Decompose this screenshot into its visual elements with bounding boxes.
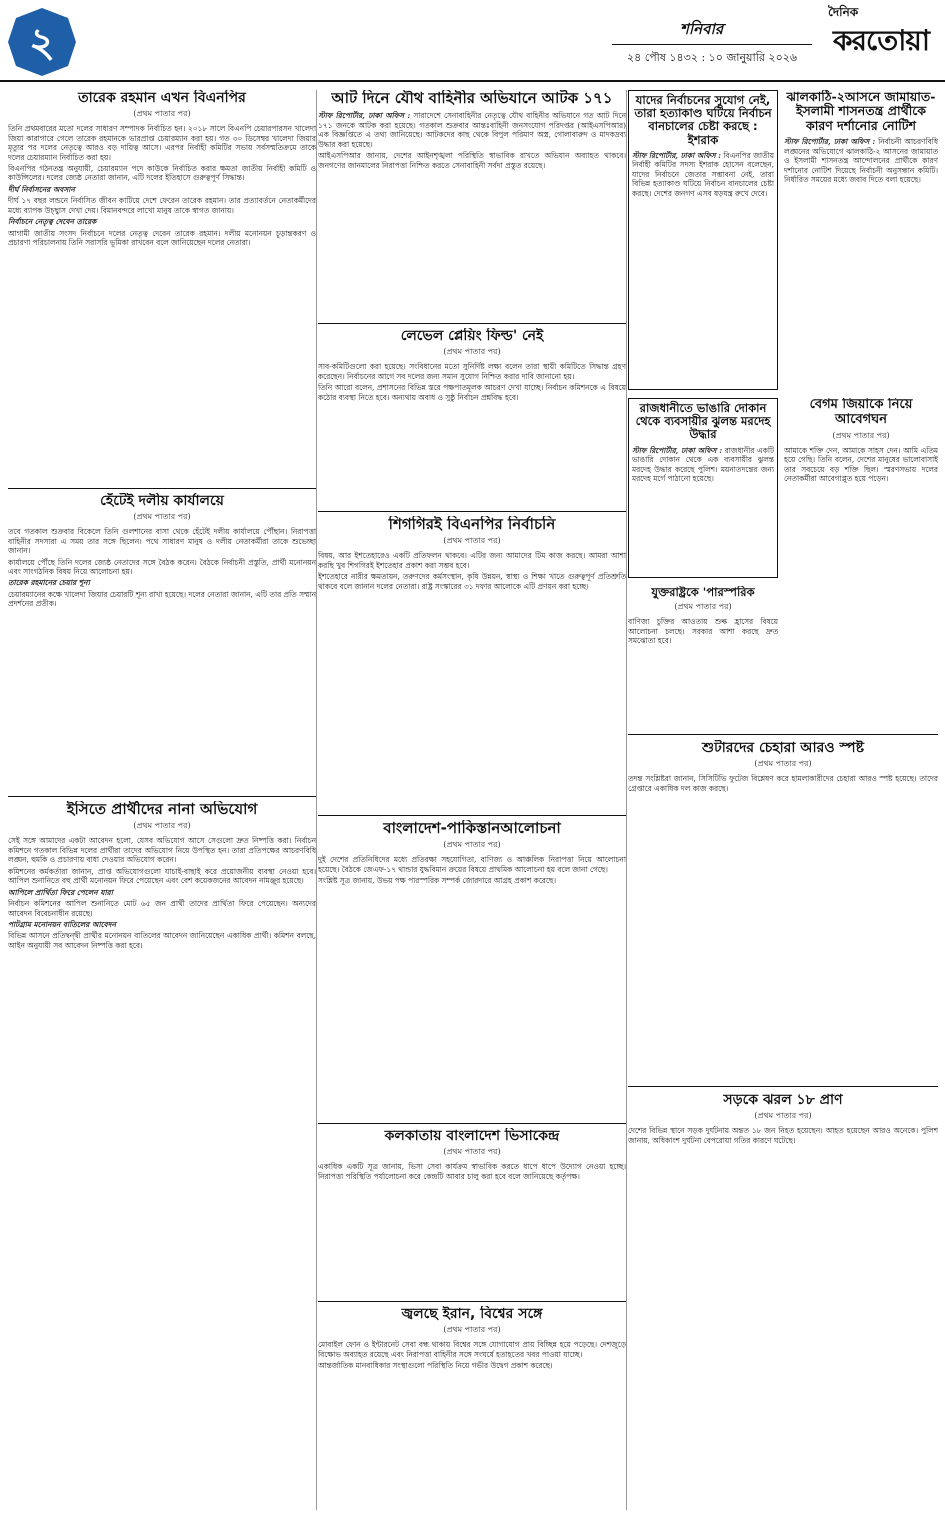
paragraph: আমাকে শক্তি দেন, আমাকে সাহস দেন। আমি এতিম হয়ে গেছি। তিনি বলেন, দেশের মানুষের ভালোবাসাই তার সবচেয়ে বড় শক্তি ছিল। স্মরণসভায় দলের নেতাকর্মীরা আবেগাপ্লুত হয়ে পড়েন। [784,445,938,484]
continued-label: (প্রথম পাতার পর) [443,840,501,850]
paragraph: বিএনপির জাতীয় নির্বাহী কমিটির সদস্য ইশরাক হোসেন বলেছেন, যাদের নির্বাচনে জেতার সম্ভাবনা নেই, তারা বিভিন্ন হত্যাকাণ্ড ঘটিয়ে নির্বাচন বানচালের চেষ্টা করছে। দেশের জনগণ এসব ষড়যন্ত্র রুখে দেবে। [632,150,774,198]
paragraph: সারাদেশে সেনাবাহিনীর নেতৃত্বে যৌথ বাহিনীর অভিযানে গত আট দিনে ১৭১ জনকে আটক করা হয়েছে। গতকাল শুক্রবার আন্তঃবাহিনী জনসংযোগ পরিদপ্তর (আইএসপিআর) এক বিজ্ঞপ্তিতে এ তথ্য জানিয়েছে। আটকদের কাছ থেকে বিপুল পরিমাণ অস্ত্র, গোলাবারুদ ও মাদকদ্রব্য উদ্ধার করা হয়েছে। [318,111,626,149]
story-body [784,137,938,186]
story-body [318,362,626,404]
divider [628,1086,938,1087]
story-begum-zia [784,398,938,728]
byline: স্টাফ রিপোর্টার, ঢাকা অফিস : [632,445,723,455]
paragraph: দেশের বিভিন্ন স্থানে সড়ক দুর্ঘটনায় অন্তত ১৮ জন নিহত হয়েছেন। আহত হয়েছেন আরও অনেকে। পুলিশ জানায়, অধিকাংশ দুর্ঘটনা বেপরোয়া গতির কারণে ঘটেছে। [628,1126,938,1145]
paragraph: আইএসপিআর জানায়, দেশের আইনশৃঙ্খলা পরিস্থিতি স্বাভাবিক রাখতে অভিযান অব্যাহত থাকবে। জনগণের জানমালের নিরাপত্তা নিশ্চিত করতে সেনাবাহিনী সর্বদা প্রস্তুত রয়েছে। [318,151,626,170]
paragraph: মোবাইল ফোন ও ইন্টারনেট সেবা বন্ধ থাকায় বিশ্বের সঙ্গে যোগাযোগ প্রায় বিচ্ছিন্ন হয়ে পড়েছে। দেশজুড়ে বিক্ষোভ অব্যাহত রয়েছে এবং নিরাপত্তা বাহিনীর সঙ্গে সংঘর্ষে হতাহতের খবর পাওয়া যাচ্ছে। [318,1340,626,1359]
divider [318,1123,626,1124]
continued-label: (প্রথম পাতার পর) [443,347,501,357]
continued-label: (প্রথম পাতার পর) [674,602,732,612]
story-headline: যাদের নির্বাচনের সুযোগ নেই, তারা হত্যাকাণ্ড ঘটিয়ে নির্বাচন বানচালের চেষ্টা করছে : ইশরাক [634,93,772,147]
paragraph: তদন্ত সংশ্লিষ্টরা জানান, সিসিটিভি ফুটেজ বিশ্লেষণ করে হামলাকারীদের চেহারা আরও স্পষ্ট হয়েছে। তাদের গ্রেপ্তারে একাধিক দল কাজ করছে। [628,774,938,793]
column-divider [316,90,317,1510]
byline: স্টাফ রিপোর্টার, ঢাকা অফিস : [632,150,721,160]
paragraph: আগামী জাতীয় সংসদ নির্বাচনে দলের নেতৃত্ব দেবেন তারেক রহমান। দলীয় মনোনয়ন চূড়ান্তকরণ ও প্রচারণা পরিচালনায় তিনি সরাসরি ভূমিকা রাখবেন বলে জানিয়েছেন দলের নেতারা। [8,228,316,248]
story-body [318,855,626,887]
divider [318,1301,626,1302]
story-headline: শিগগিরই বিএনপির নির্বাচনি [388,516,556,533]
story-headline: বেগম জিয়াকে নিয়ে আবেগঘন [809,398,913,427]
page-header [0,0,945,82]
story-tarek-chairman [8,90,316,485]
paragraph: বিষয়, আর ইশতেহারেও একটি প্রতিফলন থাকবে। এটির জন্য আমাদের টিম কাজ করছে। আমরা আশা করছি খুব শিগগিরই ইশতেহার প্রকাশ করা সম্ভব হবে। [318,551,626,570]
column-1 [8,90,316,1510]
story-ec-complaints [8,801,316,1501]
page-number: ২ [28,20,56,66]
continued-label: (প্রথম পাতার পর) [754,759,812,769]
continued-label: (প্রথম পাতার পর) [133,821,191,831]
paragraph: কমিশনের কর্মকর্তারা জানান, প্রাপ্ত অভিযোগগুলো যাচাই-বাছাই করে প্রয়োজনীয় ব্যবস্থা নেওয়া হবে। আপিল শুনানিতে বহু প্রার্থী মনোনয়ন ফিরে পেয়েছেন এবং বেশ কয়েকজনের আবেদন নামঞ্জুর হয়েছে। [8,866,316,886]
paragraph: দুই দেশের প্রতিনিধিদের মধ্যে প্রতিরক্ষা সহযোগিতা, বাণিজ্য ও আঞ্চলিক নিরাপত্তা নিয়ে আলোচনা হয়েছে। বৈঠকে জেএফ-১৭ থান্ডার যুদ্ধবিমান ক্রয়ের বিষয়ে প্রাথমিক আলোচনা হয় বলে জানা গেছে। [318,855,626,874]
story-body [8,124,316,250]
story-body [8,836,316,952]
page-number-badge [6,6,78,78]
subheading: নির্বাচনে নেতৃত্ব দেবেন তারেক [8,217,97,227]
paragraph: তবে গতকাল শুক্রবার বিকেলে তিনি গুলশানের বাসা থেকে হেঁটেই দলীয় কার্যালয়ে পৌঁছান। নিরাপত্তা বাহিনীর সদস্যরা এ সময় তার সঙ্গে ছিলেন। পথে সাধারণ মানুষ ও দলীয় নেতাকর্মীরা তাকে শুভেচ্ছা জানান। [8,527,316,556]
story-headline: ঝালকাঠি-২আসনে জামায়াত-ইসলামী শাসনতন্ত্র প্রার্থীকে কারণ দর্শানোর নোটিশ [786,90,936,133]
column-2 [318,90,626,1510]
story-headline: সড়কে ঝরল ১৮ প্রাণ [723,1092,843,1108]
story-headline: কলকাতায় বাংলাদেশ ভিসাকেন্দ্র [384,1128,560,1144]
column-3 [628,90,938,1510]
masthead-title: করতোয়া [833,24,929,57]
story-headline: ইসিতে প্রার্থীদের নানা অভিযোগ [66,801,258,818]
story-body [632,446,774,486]
story-body [632,151,774,200]
story-body [628,774,938,795]
story-body [318,1340,626,1372]
paragraph: বিএনপির গঠনতন্ত্র অনুযায়ী, চেয়ারম্যান পদে কাউকে নির্বাচিত করার ক্ষমতা জাতীয় নির্বাহী কমিটি ও কাউন্সিলের। দলের জ্যেষ্ঠ নেতারা জানান, এটি দলের ইতিহাসে গুরুত্বপূর্ণ সিদ্ধান্ত। [8,163,316,183]
story-ishraq [628,90,778,390]
continued-label: (প্রথম পাতার পর) [443,536,501,546]
continued-label: (প্রথম পাতার পর) [443,1325,501,1335]
story-iran-burning [318,1306,626,1506]
subheading: তারেক রহমানের চেয়ার শূন্য [8,578,90,588]
paragraph: কার্যালয়ে পৌঁছে তিনি দলের জ্যেষ্ঠ নেতাদের সঙ্গে বৈঠক করেন। বৈঠকে নির্বাচনী প্রস্তুতি, প্রার্থী মনোনয়ন এবং সাংগঠনিক বিষয় নিয়ে আলোচনা হয়। [8,557,316,576]
byline: স্টাফ রিপোর্টার, ঢাকা অফিস : [784,137,876,147]
paragraph: নির্বাচন কমিশনের আপিল শুনানিতে মোট ৬৫ জন প্রার্থী তাদের প্রার্থিতা ফিরে পেয়েছেন। অন্যদের আবেদন বিবেচনাধীন রয়েছে। [8,899,316,918]
story-bnp-manifesto [318,516,626,812]
story-kolkata-visa [318,1128,626,1298]
paragraph: সেই সঙ্গে আমাদের একটা আবেদন হলো, যেসব অভিযোগ আসে সেগুলো দ্রুত নিষ্পত্তি করা। নির্বাচন কমিশনে গতকাল বিভিন্ন দলের প্রার্থীরা তাদের অভিযোগ নিয়ে উপস্থিত হন। তারা প্রতিপক্ষের আচরণবিধি লঙ্ঘন, হুমকি ও প্রচারণায় বাধা দেওয়ার অভিযোগ করেন। [8,836,316,865]
masthead-small: দৈনিক [828,5,859,19]
paragraph: সংশ্লিষ্ট সূত্র জানায়, উভয় পক্ষ পারস্পরিক সম্পর্ক জোরদারে আগ্রহ প্রকাশ করেছে। [318,876,556,886]
paragraph: দীর্ঘ ১৭ বছর লন্ডনে নির্বাসিত জীবন কাটিয়ে দেশে ফেরেন তারেক রহমান। তার প্রত্যাবর্তনে নেতাকর্মীদের মধ্যে ব্যাপক উচ্ছ্বাস দেখা দেয়। বিমানবন্দরে লাখো মানুষ তাকে স্বাগত জানায়। [8,196,316,215]
continued-label: (প্রথম পাতার পর) [133,109,191,119]
divider [628,734,938,735]
day-label: শনিবার [680,20,724,38]
story-headline: জ্বলছে ইরান, বিশ্বের সঙ্গে [401,1306,543,1322]
story-headline: হেঁটেই দলীয় কার্যালয়ে [100,493,224,509]
story-headline: লেভেল প্লেয়িং ফিল্ড' নেই [400,328,544,344]
story-jhalokathi-notice [784,90,938,390]
continued-label: (প্রথম পাতার পর) [443,1147,501,1157]
paragraph: বিভিন্ন আসনে প্রতিদ্বন্দ্বী প্রার্থীর মনোনয়ন বাতিলের আবেদন জানিয়েছেন একাধিক প্রার্থী। কমিশন বলছে, আইন অনুযায়ী সব আবেদন নিষ্পত্তি করা হবে। [8,931,316,950]
story-headline: যুক্তরাষ্ট্রকে 'পারস্পরিক [651,586,755,599]
story-walk-to-office [8,493,316,793]
byline: স্টাফ রিপোর্টার, ঢাকা অফিস : [318,111,411,121]
divider [318,511,626,512]
paragraph: একাধিক একটি সূত্র জানায়, ভিসা সেবা কার্যক্রম স্বাভাবিক করতে ধাপে ধাপে উদ্যোগ নেওয়া হচ্ছে। নিরাপত্তা পরিস্থিতি পর্যালোচনা করে কেন্দ্রটি আবার চালু করা হবে বলে জানিয়েছে কর্তৃপক্ষ। [318,1162,626,1181]
story-body [318,551,626,593]
column-divider [626,90,627,1510]
masthead [822,4,940,78]
continued-label: (প্রথম পাতার পর) [133,512,191,522]
paragraph: রাজধানীর একটি ভাঙারি দোকান থেকে এক ব্যবসায়ীর ঝুলন্ত মরদেহ উদ্ধার করেছে পুলিশ। ময়নাতদন্তের জন্য মরদেহ মর্গে পাঠানো হয়েছে। [632,445,774,484]
divider [8,488,316,489]
story-headline: তারেক রহমান এখন বিএনপির [78,90,246,106]
paragraph: আন্তর্জাতিক মানবাধিকার সংস্থাগুলো পরিস্থিতি নিয়ে গভীর উদ্বেগ প্রকাশ করেছে। [318,1361,553,1371]
paragraph: তিনি আরো বলেন, প্রশাসনের বিভিন্ন স্তরে পক্ষপাতমূলক আচরণ দেখা যাচ্ছে। নির্বাচন কমিশনকে এ বিষয়ে কঠোর ব্যবস্থা নিতে হবে। অন্যথায় অবাধ ও সুষ্ঠু নির্বাচন প্রশ্নবিদ্ধ হবে। [318,383,626,402]
story-headline: রাজধানীতে ভাঙারি দোকান থেকে ব্যবসায়ীর ঝুলন্ত মরদেহ উদ্ধার [635,401,771,442]
story-headline: আট দিনে যৌথ বাহিনীর অভিযানে আটক ১৭১ [331,90,613,107]
story-headline: শুটারদের চেহারা আরও স্পষ্ট [702,740,864,756]
story-headline: বাংলাদেশ-পাকিস্তানআলোচনা [383,820,561,837]
subheading: পাটগ্রাম মনোনয়ন বাতিলের আবেদন [8,920,116,929]
paragraph: সাব-কমিটিগুলো করা হয়েছে। সংবিধানের মতো সুনির্দিষ্ট লক্ষ্য বলেন তারা স্থায়ী কমিটিতে সিদ্ধান্ত গ্রহণ করেছেন। নির্বাচনের আগে সব দলের জন্য সমান সুযোগ নিশ্চিত করার দাবি জানানো হয়। [318,362,626,381]
subheading: দীর্ঘ নির্বাসনের অবসান [8,184,75,194]
story-us-reciprocal [628,586,778,726]
paragraph: তিনি প্রথমবারের মতো দলের সাধারণ সম্পাদক নির্বাচিত হন। ২০১৮ সালে বিএনপি চেয়ারপারসন খালেদা জিয়া কারাগারে গেলে তারেক রহমানকে ভারপ্রাপ্ত চেয়ারম্যান করা হয়। গত ৩০ ডিসেম্বর খালেদা জিয়ার মৃত্যুর পর দলের নেতৃত্বে আরও বড় দায়িত্ব আসে। এরপর নির্বাহী কমিটির সভায় সর্বসম্মতিক্রমে তাকে দলের চেয়ারম্যান নির্বাচিত করা হয়। [8,124,316,162]
divider [318,323,626,324]
paragraph: চেয়ারম্যানের কক্ষে খালেদা জিয়ার চেয়ারটি শূন্য রাখা হয়েছে। দলের নেতারা জানান, এটি তার প্রতি সম্মান প্রদর্শনের প্রতীক। [8,589,316,609]
continued-label: (প্রথম পাতার পর) [754,1111,812,1121]
divider [8,796,316,797]
continued-label: (প্রথম পাতার পর) [832,430,890,440]
story-body [318,111,626,172]
story-level-playing-field [318,328,626,508]
story-bd-pak-talks [318,820,626,1120]
story-body [8,527,316,611]
story-shooters [628,740,938,1080]
story-body [628,1126,938,1147]
story-road-accidents [628,1092,938,1502]
story-scrap-shop-body [628,398,778,578]
date-line: ২৪ পৌষ ১৪৩২ : ১০ জানুয়ারি ২০২৬ [612,44,812,68]
paragraph: ইশতেহারে নারীর ক্ষমতায়ন, তরুণদের কর্মসংস্থান, কৃষি উন্নয়ন, স্বাস্থ্য ও শিক্ষা খাতে গুরুত্বপূর্ণ প্রতিশ্রুতি থাকবে বলে জানান দলের নেতারা। রাষ্ট্র সংস্কারের ৩১ দফার আলোকে এটি প্রণয়ন করা হচ্ছে। [318,572,626,591]
page-number-shape [6,6,78,78]
story-joint-forces-arrest [318,90,626,320]
story-body [628,617,778,647]
paragraph: বাণিজ্য চুক্তির আওতায় শুল্ক হ্রাসের বিষয়ে আলোচনা চলছে। সরকার আশা করছে দ্রুত সমঝোতা হবে। [628,617,778,646]
story-body [318,1162,626,1183]
story-body [784,446,938,486]
subheading: আপিলে প্রার্থিতা ফিরে পেলেন যারা [8,887,113,897]
divider [318,815,626,816]
paragraph: নির্বাচনী আচরণবিধি লঙ্ঘনের অভিযোগে ঝালকাঠি-২ আসনের জামায়াত ও ইসলামী শাসনতন্ত্র আন্দোলনের প্রার্থীকে কারণ দর্শানোর নোটিশ দিয়েছে নির্বাচনী অনুসন্ধান কমিটি। নির্ধারিত সময়ের মধ্যে জবাব দিতে বলা হয়েছে। [784,137,938,184]
